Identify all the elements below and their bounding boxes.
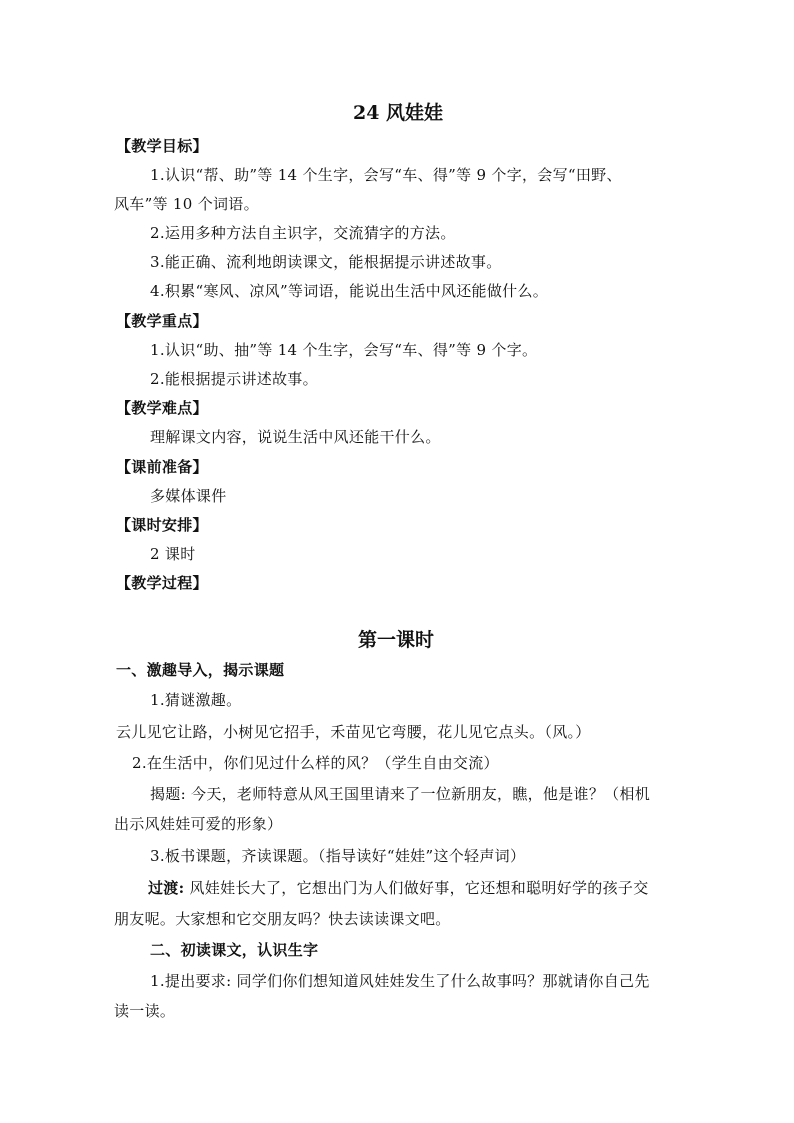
goals-heading: 【教学目标】 [116,137,208,155]
part1-heading: 一、激趣导入，揭示课题 [116,661,285,679]
preparation-text: 多媒体课件 [150,487,227,505]
part2-step1-line-2: 读一读。 [114,1002,176,1020]
schedule-heading: 【课时安排】 [116,516,208,534]
key-points-heading: 【教学重点】 [116,312,208,330]
riddle-text: 云儿见它让路，小树见它招手，禾苗见它弯腰，花儿见它点头。（风。） [116,723,591,741]
key-point-2: 2.能根据提示讲述故事。 [150,370,318,388]
part1-step2: 2.在生活中，你们见过什么样的风？（学生自由交流） [132,754,499,772]
difficulty-heading: 【教学难点】 [116,399,208,417]
part2-heading: 二、初读课文，认识生字 [150,941,319,959]
lesson-title: 第一课时 [358,629,435,651]
transition-line-2: 朋友呢。大家想和它交朋友吗？快去读读课文吧。 [114,910,451,928]
schedule-text: 2 课时 [150,545,196,563]
preparation-heading: 【课前准备】 [116,458,208,476]
process-heading: 【教学过程】 [116,574,208,592]
part1-step3: 3.板书课题，齐读课题。（指导读好“娃娃”这个轻声词） [150,847,526,865]
difficulty-text: 理解课文内容，说说生活中风还能干什么。 [150,428,441,446]
reveal-line-2: 出示风娃娃可爱的形象） [114,815,283,833]
key-point-1: 1.认识“助、抽”等 14 个生字，会写“车、得”等 9 个字。 [150,341,538,359]
document-title: 24 风娃娃 [353,102,444,124]
part1-step1: 1.猜谜激趣。 [150,691,242,709]
reveal-line-1: 揭题: 今天，老师特意从风王国里请来了一位新朋友，瞧，他是谁？（相机 [150,785,651,803]
goals-item-4: 4.积累“寒风、凉风”等词语，能说出生活中风还能做什么。 [150,282,549,300]
transition-line-1 [148,878,649,898]
transition-label: 过渡: [148,879,185,897]
goals-item-1: 1.认识“帮、助”等 14 个生字，会写“车、得”等 9 个字，会写“田野、 [150,166,622,184]
goals-item-2: 2.运用多种方法自主识字，交流猜字的方法。 [150,224,456,242]
part2-step1-line-1: 1.提出要求: 同学们你们想知道风娃娃发生了什么故事吗？那就请你自己先 [150,972,650,990]
goals-item-1-cont: 风车”等 10 个词语。 [114,195,259,213]
transition-text: 风娃娃长大了，它想出门为人们做好事，它还想和聪明好学的孩子交 [184,879,649,897]
goals-item-3: 3.能正确、流利地朗读课文，能根据提示讲述故事。 [150,253,502,271]
